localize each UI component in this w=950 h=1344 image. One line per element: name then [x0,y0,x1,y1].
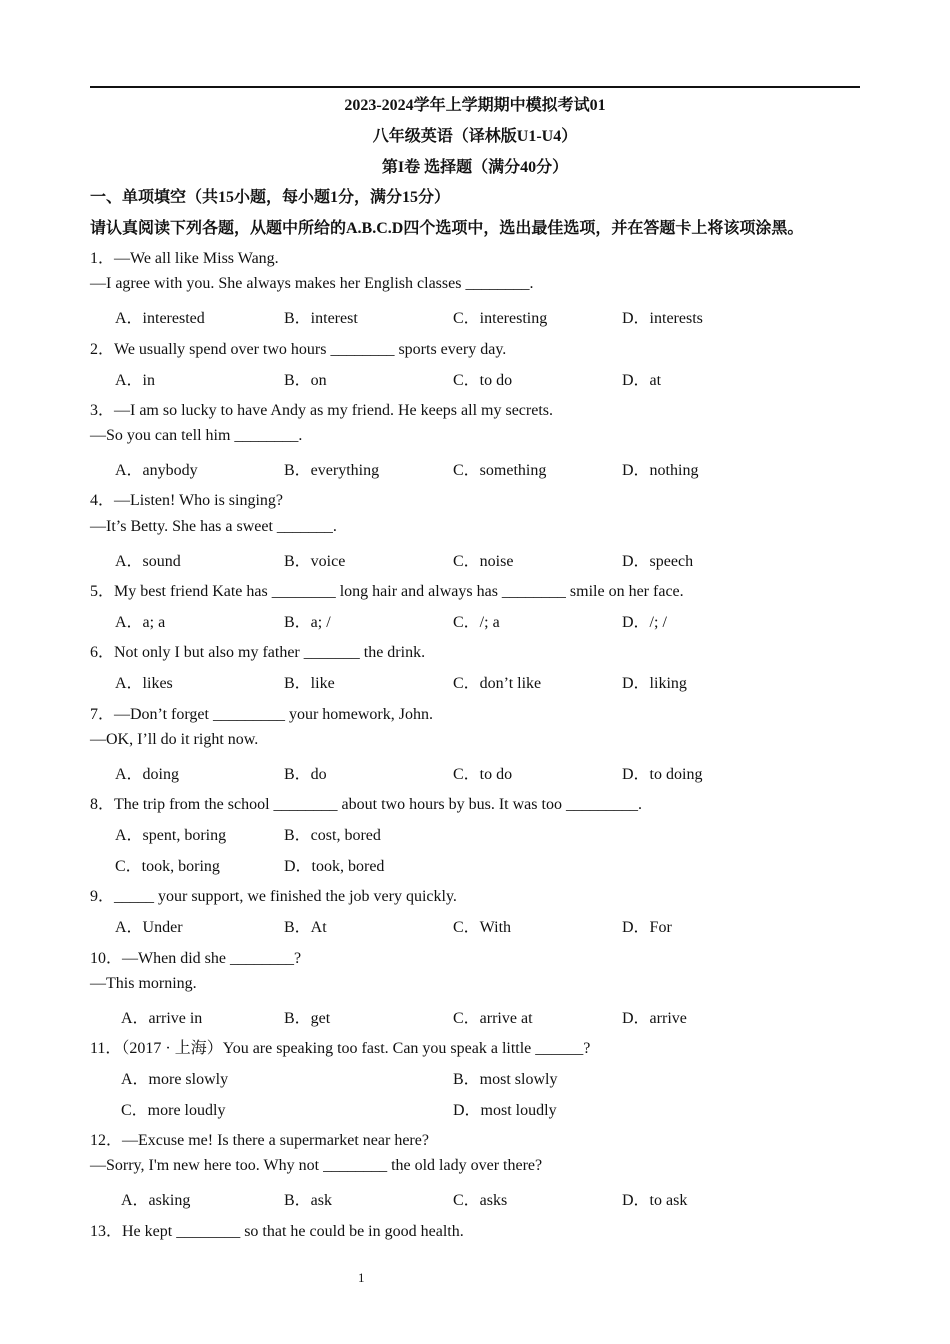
question-4-option-a: A．sound [115,553,181,570]
question-10-option-a: A．arrive in [121,1010,203,1027]
question-8-option-b: B．cost, bored [284,827,381,844]
question-10-option-b: B．get [284,1010,331,1027]
question-5-option-a: A．a; a [115,614,166,631]
question-11-option-d: D．most loudly [453,1102,557,1119]
question-7-option-b: B．do [284,766,327,783]
question-11-option-b: B．most slowly [453,1071,558,1088]
header-rule [90,86,860,88]
question-5-line-1: 5．My best friend Kate has ________ long hair and always has ________ smile on her face. [90,583,684,600]
question-4-line-1: 4．—Listen! Who is singing? [90,492,284,509]
question-11-option-a: A．more slowly [121,1071,229,1088]
question-1-option-d: D．interests [622,310,703,327]
question-11-line-1: 11．（2017 · 上海）You are speaking too fast. Can you speak a little ______? [90,1040,591,1057]
question-4-option-c: C．noise [453,553,514,570]
question-5-option-d: D．/; / [622,614,667,631]
question-3-option-c: C．something [453,462,547,479]
question-11-option-c: C．more loudly [121,1102,226,1119]
question-8-option-a: A．spent, boring [115,827,227,844]
question-2-option-d: D．at [622,372,662,389]
question-12-option-a: A．asking [121,1192,191,1209]
question-3-line-2: —So you can tell him ________. [90,427,303,444]
question-8-option-c: C．took, boring [115,858,220,875]
question-7-option-c: C．to do [453,766,513,783]
question-3-option-b: B．everything [284,462,380,479]
question-5-option-c: C．/; a [453,614,500,631]
volume-title: 第I卷 选择题（满分40分） [381,159,569,176]
exam-subtitle: 八年级英语（译林版U1-U4） [372,128,578,145]
question-10-line-2: —This morning. [90,975,197,992]
question-2-option-b: B．on [284,372,327,389]
question-2-line-1: 2．We usually spend over two hours ________ sports every day. [90,341,507,358]
question-6-option-a: A．likes [115,675,173,692]
question-9-option-b: B．At [284,919,327,936]
question-1-line-2: —I agree with you. She always makes her English classes ________. [90,275,534,292]
question-4-line-2: —It’s Betty. She has a sweet _______. [90,518,337,535]
question-1-option-a: A．interested [115,310,205,327]
question-9-option-d: D．For [622,919,672,936]
exam-title: 2023-2024学年上学期期中模拟考试01 [344,97,606,114]
question-4-option-d: D．speech [622,553,694,570]
question-6-option-d: D．liking [622,675,687,692]
question-1-option-c: C．interesting [453,310,548,327]
question-12-option-b: B．ask [284,1192,333,1209]
question-3-line-1: 3．—I am so lucky to have Andy as my friend. He keeps all my secrets. [90,402,554,419]
question-7-option-a: A．doing [115,766,180,783]
question-12-line-1: 12．—Excuse me! Is there a supermarket near here? [90,1132,429,1149]
question-10-option-c: C．arrive at [453,1010,533,1027]
section-title: 一、单项填空（共15小题，每小题1分，满分15分） [90,189,451,206]
question-10-line-1: 10．—When did she ________? [90,950,302,967]
question-1-line-1: 1．—We all like Miss Wang. [90,250,279,267]
question-2-option-a: A．in [115,372,156,389]
question-6-option-b: B．like [284,675,335,692]
question-12-line-2: —Sorry, I'm new here too. Why not ________ the old lady over there? [90,1157,543,1174]
question-9-option-c: C．With [453,919,512,936]
question-4-option-b: B．voice [284,553,346,570]
question-8-option-d: D．took, bored [284,858,385,875]
question-9-line-1: 9．_____ your support, we finished the job very quickly. [90,888,457,905]
question-10-option-d: D．arrive [622,1010,687,1027]
question-7-line-2: —OK, I’ll do it right now. [90,731,259,748]
question-12-option-c: C．asks [453,1192,508,1209]
question-7-line-1: 7．—Don’t forget _________ your homework, John. [90,706,433,723]
question-9-option-a: A．Under [115,919,183,936]
question-7-option-d: D．to doing [622,766,703,783]
question-12-option-d: D．to ask [622,1192,688,1209]
question-8-line-1: 8．The trip from the school ________ about two hours by bus. It was too _________. [90,796,642,813]
question-5-option-b: B．a; / [284,614,331,631]
question-2-option-c: C．to do [453,372,513,389]
question-3-option-d: D．nothing [622,462,699,479]
question-6-line-1: 6．Not only I but also my father _______ the drink. [90,644,426,661]
section-instruction: 请认真阅读下列各题，从题中所给的A.B.C.D四个选项中，选出最佳选项，并在答题卡上将该项涂黑。 [90,220,804,237]
page-number: 1 [358,1270,365,1285]
question-1-option-b: B．interest [284,310,358,327]
question-6-option-c: C．don’t like [453,675,542,692]
question-13-line-1: 13．He kept ________ so that he could be in good health. [90,1223,464,1240]
question-3-option-a: A．anybody [115,462,198,479]
